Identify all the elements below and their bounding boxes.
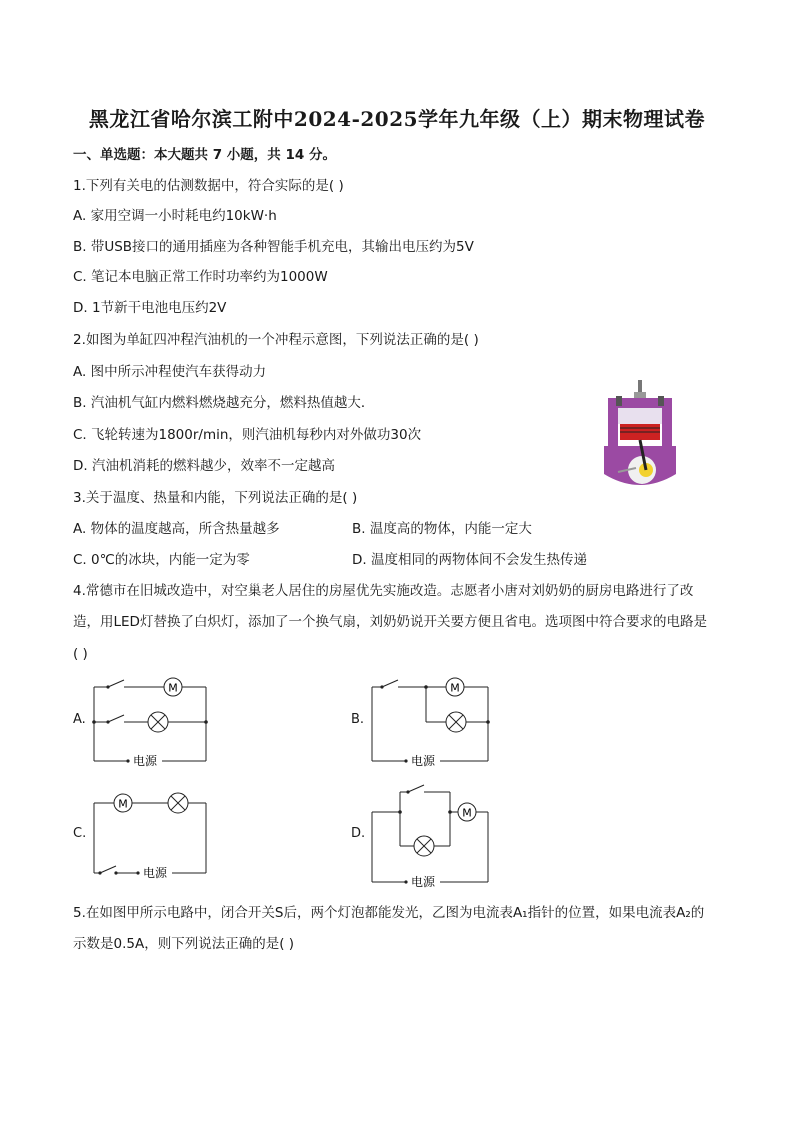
motor-symbol: M xyxy=(462,806,472,820)
q2-option-c: C. 飞轮转速为1800r/min，则汽油机每秒内对外做功30次 xyxy=(73,427,422,443)
circuit-diagram-b xyxy=(366,673,496,773)
section-heading: 一、单选题：本大题共 7 小题，共 14 分。 xyxy=(73,147,336,163)
q4-circuit-a-label: A. xyxy=(73,712,86,727)
power-source-label: 电源 xyxy=(132,754,158,768)
circuit-diagram-a xyxy=(88,673,213,773)
q2-option-d: D. 汽油机消耗的燃料越少，效率不一定越高 xyxy=(73,458,335,474)
q1-stem: 1.下列有关电的估测数据中，符合实际的是( ) xyxy=(73,178,344,194)
q4-circuit-d-label: D. xyxy=(351,826,366,841)
circuit-diagram-c xyxy=(88,785,213,885)
spark-plug-icon xyxy=(638,380,642,394)
power-source-label: 电源 xyxy=(410,754,436,768)
q3-option-a: A. 物体的温度越高，所含热量越多 xyxy=(73,521,280,537)
q4-stem-line3: ( ) xyxy=(73,646,88,662)
q1-option-d: D. 1节新干电池电压约2V xyxy=(73,300,227,316)
q4-stem-line2: 造，用LED灯替换了白炽灯，添加了一个换气扇，刘奶奶说开关要方便且省电。选项图中符合要求的电路是 xyxy=(73,614,707,630)
q2-stem: 2.如图为单缸四冲程汽油机的一个冲程示意图，下列说法正确的是( ) xyxy=(73,332,479,348)
q1-option-c: C. 笔记本电脑正常工作时功率约为1000W xyxy=(73,269,328,285)
q4-stem-line1: 4.常德市在旧城改造中，对空巢老人居住的房屋优先实施改造。志愿者小唐对刘奶奶的厨房电路进行了改 xyxy=(73,583,694,599)
q1-option-a: A. 家用空调一小时耗电约10kW·h xyxy=(73,208,277,224)
power-source-label: 电源 xyxy=(142,866,168,880)
power-source-label: 电源 xyxy=(410,875,436,889)
page-title: 黑龙江省哈尔滨工附中2024-2025学年九年级（上）期末物理试卷 xyxy=(88,107,706,131)
motor-symbol: M xyxy=(118,797,128,811)
engine-cylinder-diagram xyxy=(600,378,680,498)
q3-option-c: C. 0℃的冰块，内能一定为零 xyxy=(73,552,250,568)
q2-option-b: B. 汽油机气缸内燃料燃烧越充分，燃料热值越大． xyxy=(73,395,375,411)
motor-symbol: M xyxy=(168,681,178,695)
motor-symbol: M xyxy=(450,681,460,695)
q2-option-a: A. 图中所示冲程使汽车获得动力 xyxy=(73,364,267,380)
q4-circuit-c-label: C. xyxy=(73,826,87,841)
q1-option-b: B. 带USB接口的通用插座为各种智能手机充电，其输出电压约为5V xyxy=(73,239,474,255)
q5-stem-line1: 5.在如图甲所示电路中，闭合开关S后，两个灯泡都能发光，乙图为电流表A₁指针的位置，如果电流表A₂的 xyxy=(73,905,705,921)
q4-circuit-b-label: B. xyxy=(351,712,365,727)
circuit-diagram-d xyxy=(366,778,496,893)
q3-option-b: B. 温度高的物体，内能一定大 xyxy=(352,521,532,537)
q3-stem: 3.关于温度、热量和内能，下列说法正确的是( ) xyxy=(73,490,358,506)
q5-stem-line2: 示数是0.5A，则下列说法正确的是( ) xyxy=(73,936,295,952)
q3-option-d: D. 温度相同的两物体间不会发生热传递 xyxy=(352,552,587,568)
